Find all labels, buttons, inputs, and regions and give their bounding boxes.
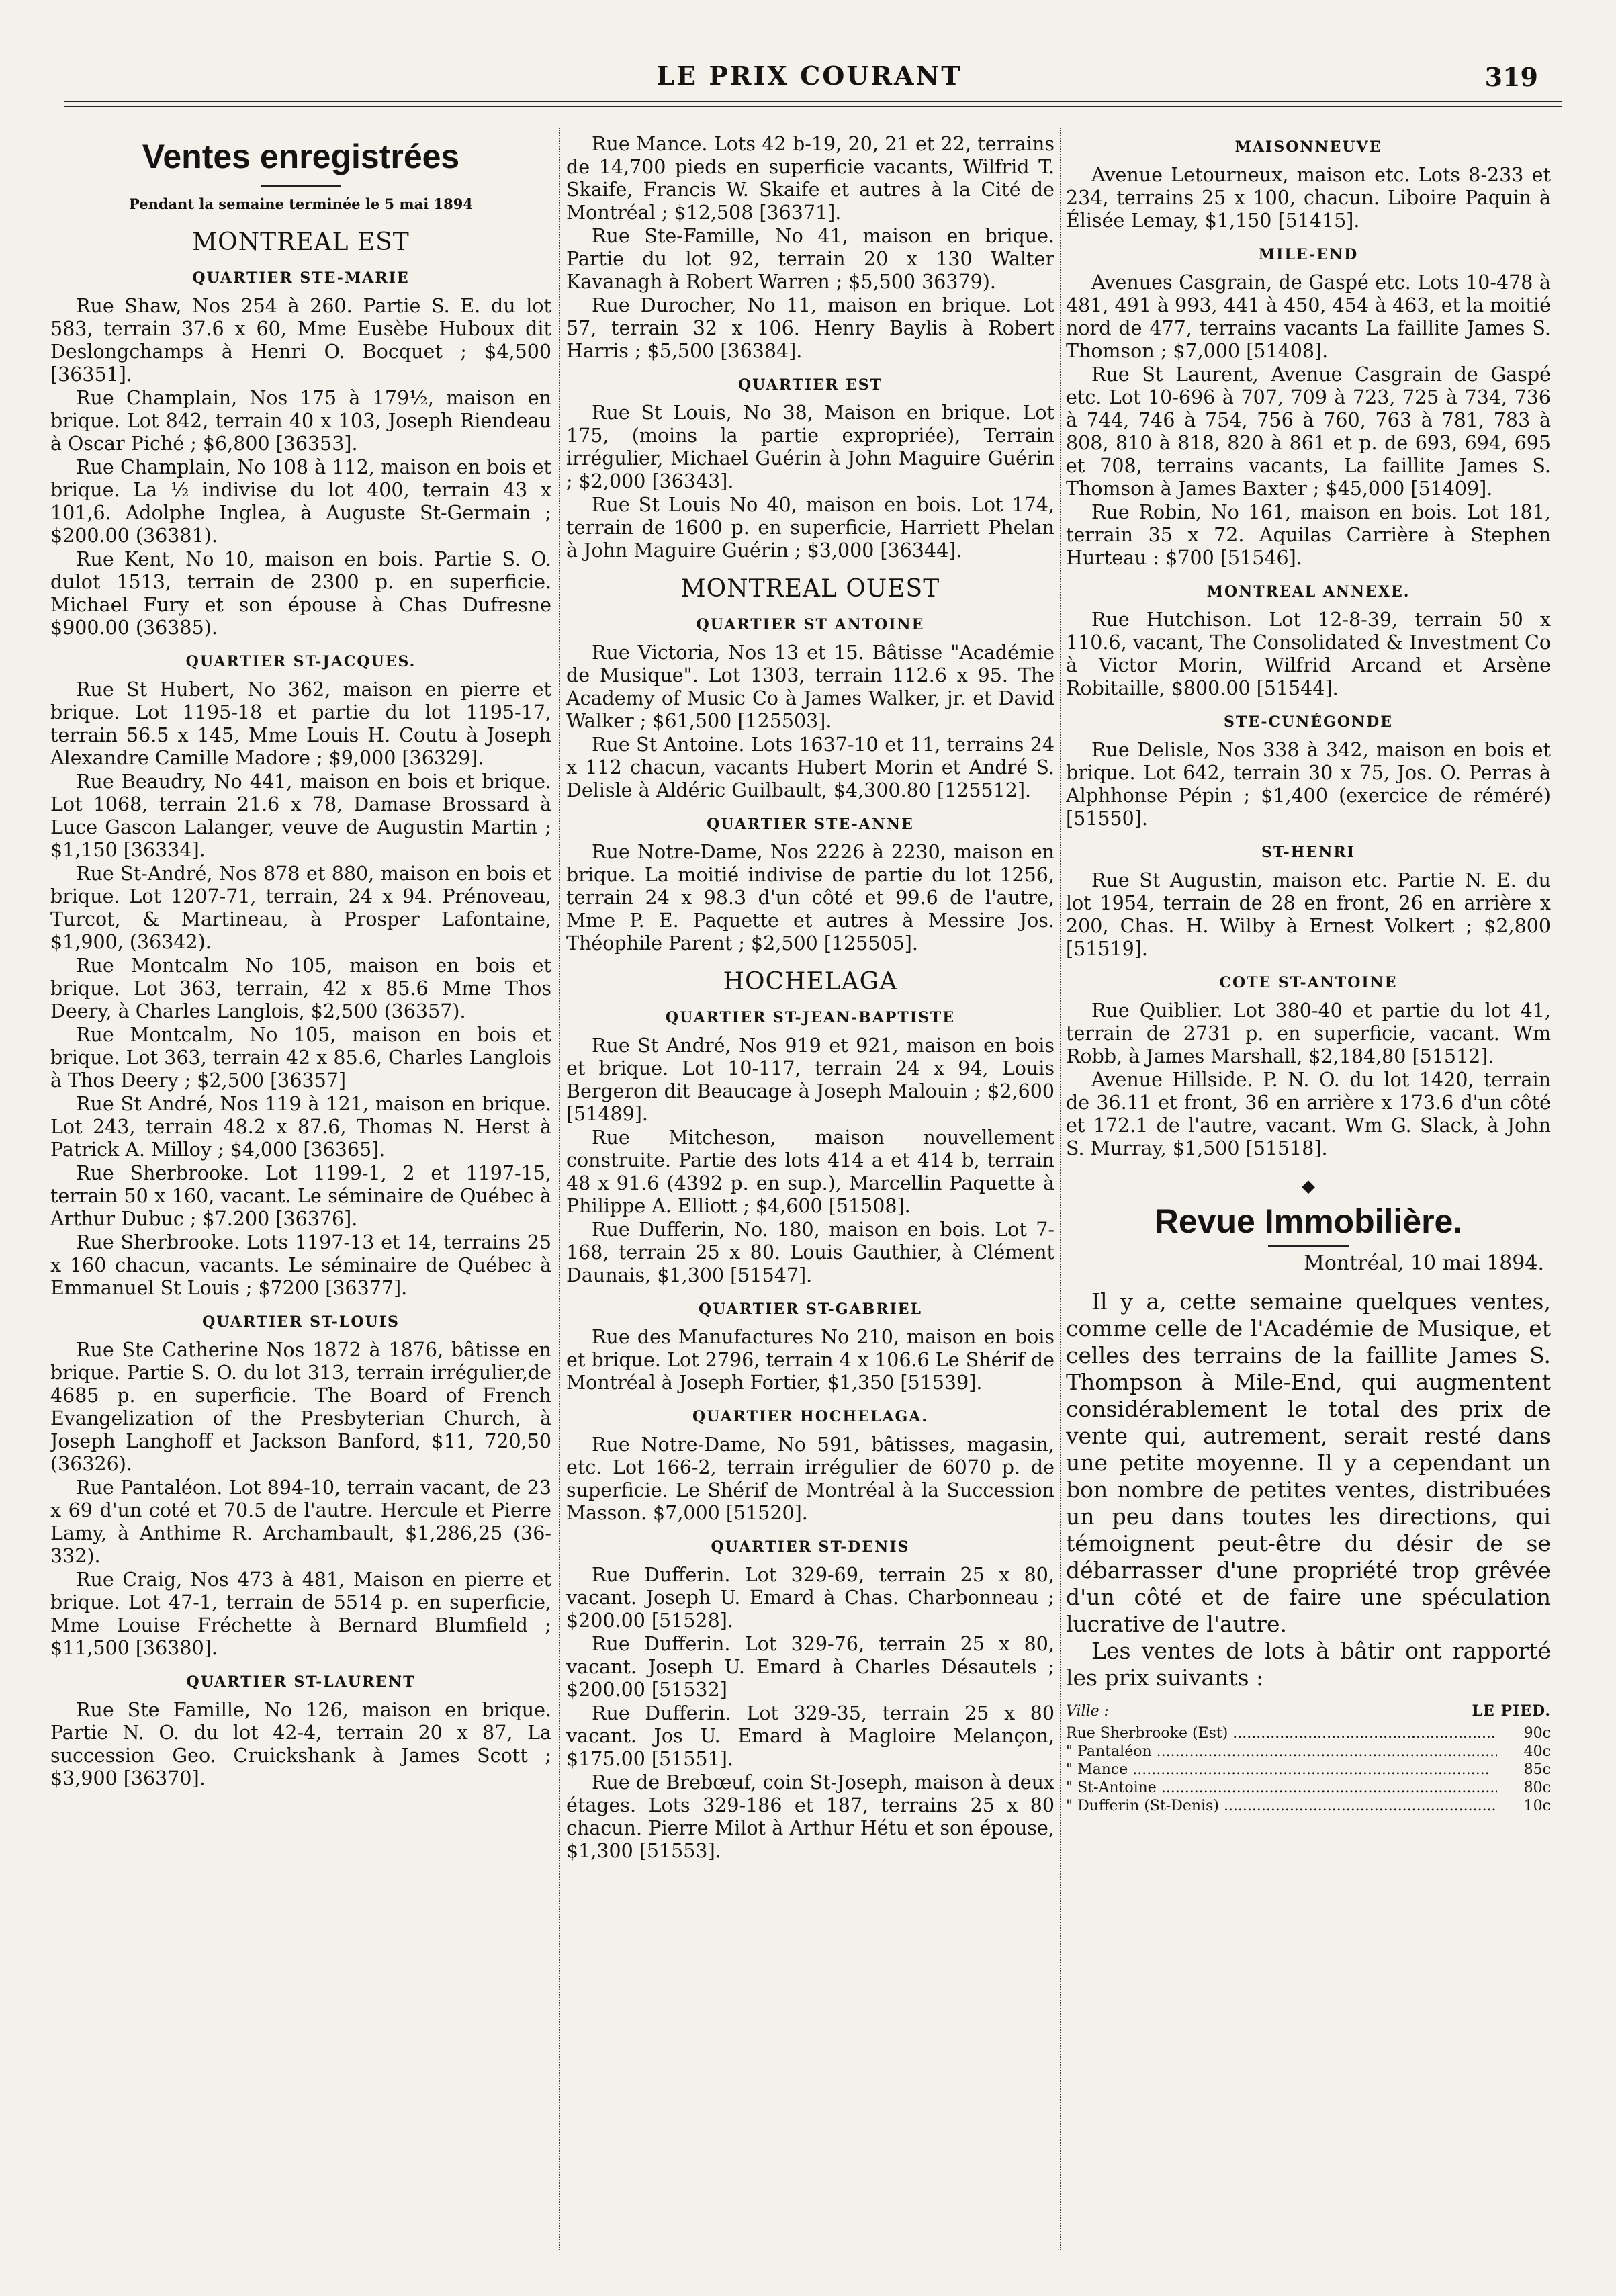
quarter-heading: QUARTIER ST ANTOINE xyxy=(696,616,925,633)
sale-entry: Rue Dufferin. Lot 329-69, terrain 25 x 80, vacant. Joseph U. Emard à Chas. Charbonneau ; $200.00 [51528]. xyxy=(566,1564,1054,1632)
sale-entry: Rue Sherbrooke. Lot 1199-1, 2 et 1197-15, terrain 50 x 160, vacant. Le séminaire de Québec à Arthur Dubuc ; $7.200 [36376]. xyxy=(50,1162,551,1230)
row-label: " St-Antoine ..... xyxy=(1066,1779,1497,1797)
sale-entry: Rue Dufferin, No. 180, maison en bois. Lot 7-168, terrain 25 x 80. Louis Gauthier, à Clément Daunais, $1,300 [51547]. xyxy=(566,1219,1054,1286)
sale-entry: Rue Delisle, Nos 338 à 342, maison en bois et brique. Lot 642, terrain 30 x 75, Jos. O. Perras à Alphhonse Pépin ; $1,400 (exercice de réméré) [51550]. xyxy=(1066,739,1551,830)
table-row xyxy=(1066,1742,1551,1761)
quarter-heading: QUARTIER ST-DENIS xyxy=(711,1538,910,1556)
price-table-col-value: LE PIED. xyxy=(1472,1702,1551,1720)
quarter-heading: QUARTIER ST-LAURENT xyxy=(186,1673,416,1691)
revue-divider xyxy=(1268,1245,1349,1247)
sale-entry: Rue Craig, Nos 473 à 481, Maison en pierre et brique. Lot 47-1, terrain de 5514 p. en superficie, Mme Louise Fréchette à Bernard Blumfield ; $11,500 [36380]. xyxy=(50,1569,551,1659)
sale-entry: Rue Dufferin. Lot 329-35, terrain 25 x 80 vacant. Jos U. Emard à Magloire Melançon, $175.00 [51551]. xyxy=(566,1702,1054,1770)
column-separator-1 xyxy=(559,128,560,2250)
column-2 xyxy=(566,133,1054,2269)
sale-entry: Rue Kent, No 10, maison en bois. Partie S. O. dulot 1513, terrain de 2300 p. en superficie. Michael Fury et son épouse à Chas Dufresne $900.00 (36385). xyxy=(50,548,551,639)
header-rule-top xyxy=(64,101,1562,102)
ornament-diamond-icon: ◆ xyxy=(1302,1176,1315,1196)
quarter-heading: COTE ST-ANTOINE xyxy=(1219,974,1398,991)
ventes-period: Pendant la semaine terminée le 5 mai 1894 xyxy=(128,195,473,212)
sale-entry: Rue Mance. Lots 42 b-19, 20, 21 et 22, terrains de 14,700 pieds en superficie vacants, Wilfrid T. Skaife, Francis W. Skaife et autres à la Cité de Montréal ; $12,508 [36371]. xyxy=(566,133,1054,224)
sale-entry: Rue Mitcheson, maison nouvellement construite. Partie des lots 414 a et 414 b, terrain 48 x 91.6 (4392 p. en sup.), Marcellin Paquette à Philippe A. Elliott ; $4,600 [51508]. xyxy=(566,1127,1054,1217)
revue-dateline: Montréal, 10 mai 1894. xyxy=(1304,1251,1544,1275)
sale-entry: Rue Sherbrooke. Lots 1197-13 et 14, terrains 25 x 160 chacun, vacants. Le séminaire de Québec à Emmanuel St Louis ; $7200 [36377]. xyxy=(50,1231,551,1299)
sale-entry: Rue Champlain, No 108 à 112, maison en bois et brique. La ½ indivise du lot 400, terrain 43 x 101,6. Adolphe Inglea, à Auguste St-Germain ; $200.00 (36381). xyxy=(50,456,551,547)
quarter-heading: MAISONNEUVE xyxy=(1235,138,1382,156)
quarter-heading: MONTREAL ANNEXE. xyxy=(1206,583,1410,601)
ventes-title: Ventes enregistrées xyxy=(142,138,460,175)
sale-entry: Rue Notre-Dame, Nos 2226 à 2230, maison en brique. La moitié indivise de partie du lot 1256, terrain 24 x 98.3 d'un côté et 99.6 de l'autre, Mme P. E. Paquette et autres à Messire Jos. Théophile Parent ; $2,500 [125505]. xyxy=(566,841,1054,955)
page-header xyxy=(64,52,1555,113)
sale-entry: Rue Ste-Famille, No 41, maison en brique. Partie du lot 92, terrain 20 x 130 Walter Kavanagh à Robert Warren ; $5,500 36379). xyxy=(566,225,1054,293)
sale-entry: Rue Quiblier. Lot 380-40 et partie du lot 41, terrain de 2731 p. en superficie, vacant. Wm Robb, à James Marshall, $2,184,80 [51512]. xyxy=(1066,1000,1551,1067)
sale-entry: Rue St-André, Nos 878 et 880, maison en bois et brique. Lot 1207-71, terrain, 24 x 94. Prénoveau, Turcot, & Martineau, à Prosper Lafontaine, $1,900, (36342). xyxy=(50,863,551,953)
sale-entry: Rue Montcalm No 105, maison en bois et brique. Lot 363, terrain, 42 x 85.6 Mme Thos Deery, à Charles Langlois, $2,500 (36357). xyxy=(50,955,551,1022)
table-row xyxy=(1066,1724,1551,1742)
quarter-heading: QUARTIER ST-GABRIEL xyxy=(698,1300,923,1318)
section-heading: HOCHELAGA xyxy=(723,968,898,996)
table-row xyxy=(1066,1797,1551,1815)
quarter-heading: QUARTIER ST-LOUIS xyxy=(202,1313,400,1331)
row-value: 40c xyxy=(1523,1743,1551,1760)
revue-paragraph: Il y a, cette semaine quelques ventes, comme celle de l'Académie de Musique, et celles des terrains de la faillite James S. Thompson à Mile-End, qui augmentent considérablement le total des prix de vente qui, autrement, serait resté dans une petite moyenne. Il y a cependant un bon nombre de petites ventes, distribuées un peu dans toutes les directions, qui témoignent peut-être du désir de se débarrasser d'une propriété trop grêvée d'un côté et de faire une spéculation lucrative de l'autre. xyxy=(1066,1288,1551,1637)
quarter-heading: MILE-END xyxy=(1258,246,1359,263)
sale-entry: Rue Beaudry, No 441, maison en bois et brique. Lot 1068, terrain 21.6 x 78, Damase Brossard à Luce Gascon Lalanger, veuve de Augustin Martin ; $1,150 [36334]. xyxy=(50,770,551,861)
column-1 xyxy=(50,133,551,2269)
sale-entry: Rue Ste Famille, No 126, maison en brique. Partie N. O. du lot 42-4, terrain 20 x 87, La succession Geo. Cruickshank à James Scott ; $3,900 [36370]. xyxy=(50,1699,551,1790)
row-label: " Dufferin (St-Denis) ..... xyxy=(1066,1797,1497,1815)
sale-entry: Rue St André, Nos 919 et 921, maison en bois et brique. Lot 10-117, terrain 24 x 94, Louis Bergeron dit Beaucage à Joseph Malouin ; $2,600 [51489]. xyxy=(566,1034,1054,1125)
sale-entry: Rue Champlain, Nos 175 à 179½, maison en brique. Lot 842, terrain 40 x 103, Joseph Riendeau à Oscar Piché ; $6,800 [36353]. xyxy=(50,387,551,455)
quarter-heading: QUARTIER HOCHELAGA. xyxy=(692,1408,929,1425)
table-row xyxy=(1066,1779,1551,1797)
sale-entry: Rue St André, Nos 119 à 121, maison en brique. Lot 243, terrain 48.2 x 87.6, Thomas N. Herst à Patrick A. Milloy ; $4,000 [36365]. xyxy=(50,1093,551,1161)
row-value: 85c xyxy=(1523,1761,1551,1778)
title-divider xyxy=(261,185,341,187)
sale-entry: Rue Ste Catherine Nos 1872 à 1876, bâtisse en brique. Partie S. O. du lot 313, terrain irrégulier,de 4685 p. en superficie. The Board of French Evangelization of the Presbyterian Church, à Joseph Langhoff et Jackson Banford, $11, 720,50 (36326). xyxy=(50,1339,551,1475)
sale-entry: Rue Pantaléon. Lot 894-10, terrain vacant, de 23 x 69 d'un coté et 70.5 de l'autre. Hercule et Pierre Lamy, à Anthime R. Archambault, $1,286,25 (36-332). xyxy=(50,1476,551,1567)
sale-entry: Rue St Laurent, Avenue Casgrain de Gaspé etc. Lot 10-696 à 707, 709 à 723, 725 à 734, 736 à 744, 746 à 754, 756 à 760, 763 à 781, 783 à 808, 810 à 818, 820 à 861 et p. de 693, 694, 695 et 708, terrains vacants, La faillite James S. Thomson à James Baxter ; $45,000 [51409]. xyxy=(1066,363,1551,500)
journal-title: LE PRIX COURANT xyxy=(656,60,962,91)
section-heading: MONTREAL EST xyxy=(192,228,410,256)
header-rule-bottom xyxy=(64,106,1562,107)
quarter-heading: ST-HENRI xyxy=(1261,844,1355,861)
row-label: " Mance ..... xyxy=(1066,1761,1497,1779)
section-heading: MONTREAL OUEST xyxy=(680,575,940,603)
row-label: " Pantaléon ..... xyxy=(1066,1742,1497,1761)
price-table-header xyxy=(1066,1702,1551,1720)
sale-entry: Rue St Hubert, No 362, maison en pierre et brique. Lot 1195-18 et partie du lot 1195-17, terrain 56.5 x 145, Mme Louis H. Coutu à Joseph Alexandre Camille Madore ; $9,000 [36329]. xyxy=(50,678,551,769)
sale-entry: Rue Dufferin. Lot 329-76, terrain 25 x 80, vacant. Joseph U. Emard à Charles Désautels ; $200.00 [51532] xyxy=(566,1633,1054,1701)
table-row xyxy=(1066,1761,1551,1779)
sale-entry: Rue St Louis No 40, maison en bois. Lot 174, terrain de 1600 p. en superficie, Harriett Phelan à John Maguire Guérin ; $3,000 [36344]. xyxy=(566,494,1054,562)
sale-entry: Rue de Brebœuf, coin St-Joseph, maison à deux étages. Lots 329-186 et 187, terrains 25 x 80 chacun. Pierre Milot à Arthur Hétu et son épouse, $1,300 [51553]. xyxy=(566,1771,1054,1862)
column-separator-2 xyxy=(1060,128,1061,2250)
sale-entry: Rue Victoria, Nos 13 et 15. Bâtisse "Académie de Musique". Lot 1303, terrain 112.6 x 95. The Academy of Music Co à James Walker, jr. et David Walker ; $61,500 [125503]. xyxy=(566,642,1054,732)
row-value: 90c xyxy=(1523,1725,1551,1742)
revue-body xyxy=(1066,1288,1551,1691)
row-value: 80c xyxy=(1523,1779,1551,1796)
sale-entry: Avenue Hillside. P. N. O. du lot 1420, terrain de 36.11 et front, 36 en arrière x 173.6 d'un côté et 172.1 de l'autre, vacant. Wm G. Slack, à John S. Murray, $1,500 [51518]. xyxy=(1066,1069,1551,1159)
quarter-heading: QUARTIER STE-MARIE xyxy=(192,269,410,287)
sale-entry: Rue Hutchison. Lot 12-8-39, terrain 50 x 110.6, vacant, The Consolidated & Investment Co à Victor Morin, Wilfrid Arcand et Arsène Robitaille, $800.00 [51544]. xyxy=(1066,609,1551,699)
row-value: 10c xyxy=(1523,1798,1551,1814)
price-table xyxy=(1066,1702,1551,1815)
sale-entry: Rue Robin, No 161, maison en bois. Lot 181, terrain 35 x 72. Aquilas Carrière à Stephen Hurteau : $700 [51546]. xyxy=(1066,501,1551,569)
sale-entry: Rue Montcalm, No 105, maison en bois et brique. Lot 363, terrain 42 x 85.6, Charles Langlois à Thos Deery ; $2,500 [36357] xyxy=(50,1024,551,1092)
sale-entry: Rue St Louis, No 38, Maison en brique. Lot 175, (moins la partie expropriée), Terrain irrégulier, Michael Guérin à John Maguire Guérin ; $2,000 [36343]. xyxy=(566,402,1054,492)
sale-entry: Avenue Letourneux, maison etc. Lots 8-233 et 234, terrains 25 x 100, chacun. Liboire Paquin à Élisée Lemay, $1,150 [51415]. xyxy=(1066,164,1551,232)
quarter-heading: QUARTIER ST-JEAN-BAPTISTE xyxy=(665,1009,956,1026)
quarter-heading: QUARTIER EST xyxy=(737,376,883,394)
sale-entry: Rue Shaw, Nos 254 à 260. Partie S. E. du lot 583, terrain 37.6 x 60, Mme Eusèbe Huboux dit Deslongchamps à Henri O. Bocquet ; $4,500 [36351]. xyxy=(50,295,551,386)
column-3 xyxy=(1066,133,1551,2269)
sale-entry: Rue St Antoine. Lots 1637-10 et 11, terrains 24 x 112 chacun, vacants Hubert Morin et André S. Delisle à Aldéric Guilbault, $4,300.80 [125512]. xyxy=(566,734,1054,801)
price-table-col-label: Ville : xyxy=(1066,1703,1110,1720)
quarter-heading: STE-CUNÉGONDE xyxy=(1223,713,1394,731)
sale-entry: Rue Notre-Dame, No 591, bâtisses, magasin, etc. Lot 166-2, terrain irrégulier de 6070 p. de superficie. Le Shérif de Montréal à la Succession Masson. $7,000 [51520]. xyxy=(566,1433,1054,1524)
page-number: 319 xyxy=(1484,62,1538,92)
revue-paragraph: Les ventes de lots à bâtir ont rapporté les prix suivants : xyxy=(1066,1638,1551,1691)
quarter-heading: QUARTIER ST-JACQUES. xyxy=(185,653,416,670)
sale-entry: Avenues Casgrain, de Gaspé etc. Lots 10-478 à 481, 491 à 993, 441 à 450, 454 à 463, et la moitié nord de 477, terrains vacants La faillite James S. Thomson ; $7,000 [51408]. xyxy=(1066,271,1551,362)
sale-entry: Rue Durocher, No 11, maison en brique. Lot 57, terrain 32 x 106. Henry Baylis à Robert Harris ; $5,500 [36384]. xyxy=(566,294,1054,362)
sale-entry: Rue St Augustin, maison etc. Partie N. E. du lot 1954, terrain de 28 en front, 26 en arrière x 200, Chas. H. Wilby à Ernest Volkert ; $2,800 [51519]. xyxy=(1066,869,1551,960)
revue-title: Revue Immobilière. xyxy=(1154,1202,1463,1240)
sale-entry: Rue des Manufactures No 210, maison en bois et brique. Lot 2796, terrain 4 x 106.6 Le Shérif de Montréal à Joseph Fortier, $1,350 [51539]. xyxy=(566,1326,1054,1394)
quarter-heading: QUARTIER STE-ANNE xyxy=(707,815,914,833)
row-label: Rue Sherbrooke (Est) ..... xyxy=(1066,1724,1497,1742)
